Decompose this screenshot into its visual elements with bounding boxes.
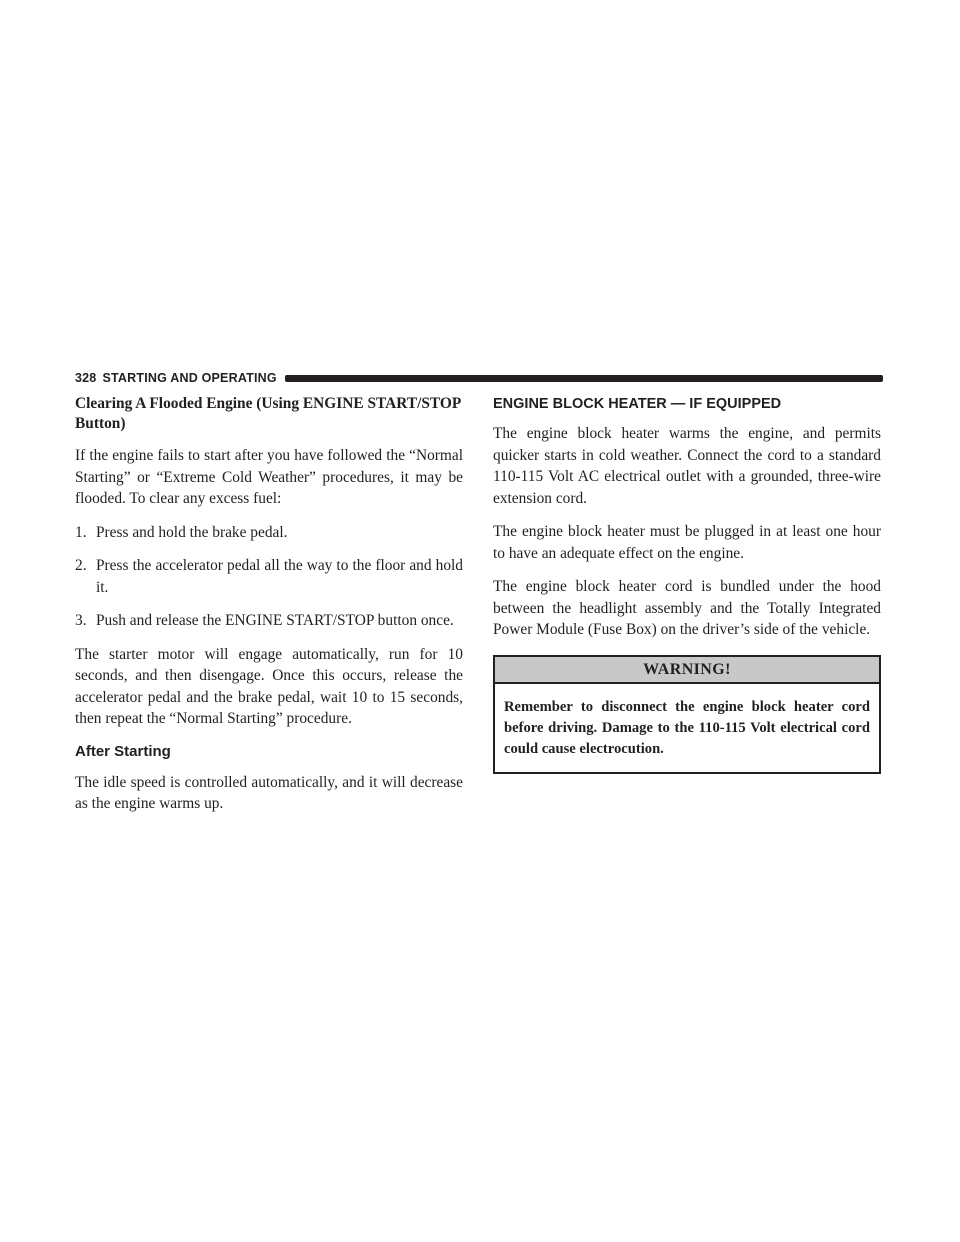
- block-heater-paragraph-1: The engine block heater warms the engine, and permits quicker starts in cold weather. Connect the cord to a standard 110-115 Volt AC electrical outlet with a grounded, three-wire extension cord.: [493, 425, 881, 507]
- right-column: [493, 394, 881, 774]
- flooded-engine-intro: If the engine fails to start after you have followed the “Normal Starting” or “Extreme Cold Weather” procedures, it may be flooded. To clear any excess fuel:: [75, 447, 463, 507]
- step-item: [75, 522, 463, 544]
- step-number: 3.: [75, 612, 87, 629]
- step-number: 1.: [75, 523, 87, 541]
- step-text: Press and hold the brake pedal.: [96, 523, 288, 541]
- step-text: Push and release the ENGINE START/STOP button once.: [96, 612, 454, 629]
- page-number: 328: [75, 371, 97, 385]
- after-starting-heading: After Starting: [75, 742, 171, 760]
- block-heater-paragraph-2: The engine block heater must be plugged in at least one hour to have an adequate effect on the engine.: [493, 523, 881, 562]
- header-rule: [285, 375, 883, 382]
- left-column: [75, 394, 463, 827]
- flooded-engine-steps: [75, 522, 463, 632]
- warning-text: Remember to disconnect the engine block heater cord before driving. Damage to the 110-115 Volt electrical cord could cause electrocution.: [504, 698, 870, 757]
- running-header: [75, 371, 883, 385]
- step-item: [75, 555, 463, 598]
- step-text: Press the accelerator pedal all the way to the floor and hold it.: [96, 557, 463, 596]
- idle-speed-paragraph: The idle speed is controlled automatically, and it will decrease as the engine warms up.: [75, 773, 463, 812]
- section-title: STARTING AND OPERATING: [102, 371, 277, 385]
- flooded-engine-heading: Clearing A Flooded Engine (Using ENGINE START/STOP Button): [75, 395, 461, 432]
- step-number: 2.: [75, 557, 87, 574]
- block-heater-heading: ENGINE BLOCK HEATER — IF EQUIPPED: [493, 396, 782, 412]
- warning-box: [493, 655, 881, 774]
- starter-motor-paragraph: The starter motor will engage automatically, run for 10 seconds, and then disengage. Once this occurs, release the accelerator pedal and the brake pedal, wait 10 to 15 seconds, then repeat the “Normal Starting” procedure.: [75, 645, 463, 727]
- step-item: [75, 610, 463, 632]
- block-heater-paragraph-3: The engine block heater cord is bundled under the hood between the headlight assembly and the Totally Integrated Power Module (Fuse Box) on the driver’s side of the vehicle.: [493, 578, 881, 638]
- warning-title: WARNING!: [495, 657, 879, 684]
